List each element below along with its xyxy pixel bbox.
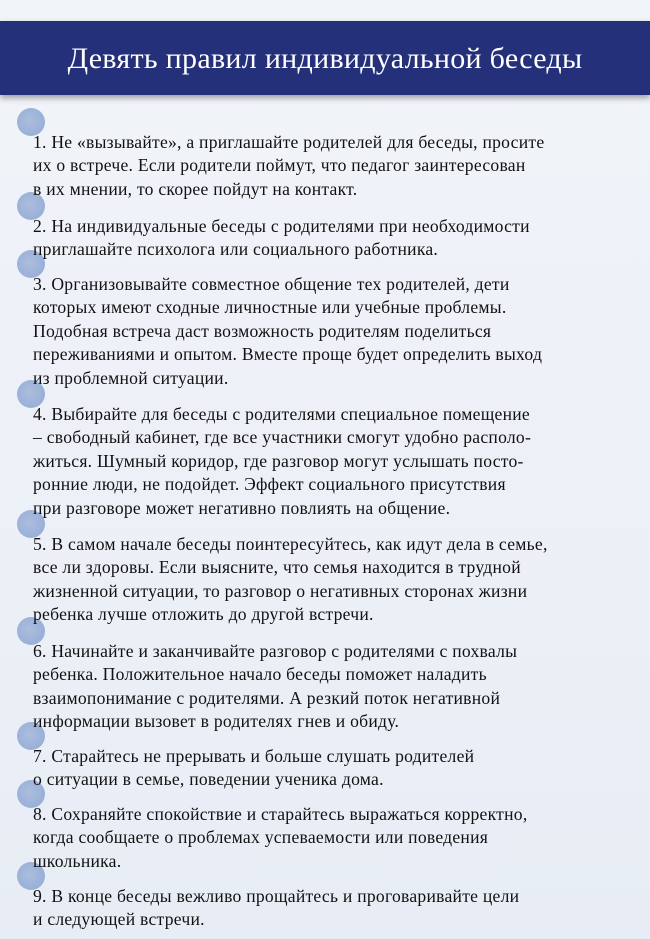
rule-item-4 (0, 379, 551, 521)
rule-number: 1 (33, 131, 43, 152)
rule-text: . В конце беседы вежливо прощайтесь и проговаривайте цели и следующей встречи. (33, 885, 520, 930)
title-bar (0, 21, 650, 95)
rule-item-9 (0, 861, 539, 932)
page-title: Девять правил индивидуальной беседы (67, 42, 583, 75)
rule-text: . Старайтесь не прерывать и больше слушать родителей о ситуации в семье, поведении ученика дома. (33, 745, 475, 790)
rule-item-1 (0, 107, 564, 201)
rule-number: 8 (33, 803, 43, 824)
rule-text: . В самом начале беседы поинтересуйтесь, как идут дела в семье, все ли здоровы. Если выясните, что семья находится в трудной жизненной ситуации, то разговор о негативных сторонах жизни ребенка лучше отложить до другой встречи. (33, 533, 548, 625)
rule-text: . Сохраняйте спокойствие и старайтесь выражаться корректно, когда сообщаете о проблемах успеваемости или поведения школьника. (33, 803, 528, 871)
rule-number: 6 (33, 640, 43, 661)
rule-text: . Выбирайте для беседы с родителями специальное помещение – свободный кабинет, где все участники смогут удобно располо- житься. Шумный коридор, где разговор могут услышать посто- ронние люди, не подойдет. Эффект социального присутствия при разговоре может негативно повлиять на общение. (33, 403, 532, 518)
rule-number: 5 (33, 533, 43, 554)
rule-text: . На индивидуальные беседы с родителями при необходимости приглашайте психолога или социального работника. (33, 215, 530, 260)
rule-text: . Организовывайте совместное общение тех родителей, дети которых имеют сходные личностные или учебные проблемы. Подобная встреча даст возможность родителям поделиться переживаниями и опытом. Вместе проще будет определить выход из проблемной ситуации. (33, 273, 543, 388)
rule-number: 2 (33, 215, 43, 236)
rule-text: . Начинайте и заканчивайте разговор с родителями с похвалы ребенка. Положительное начало беседы поможет наладить взаимопонимание с родителями. А резкий поток негативной информации вызовет в родителях гнев и обиду. (33, 640, 518, 732)
rule-item-6 (0, 616, 537, 734)
rule-item-3 (0, 249, 562, 391)
rule-item-8 (0, 779, 547, 873)
rule-text: . Не «вызывайте», а приглашайте родителей для беседы, просите их о встрече. Если родители поймут, что педагог заинтересован в их мнении, то скорее пойдут на контакт. (33, 131, 545, 199)
rule-number: 3 (33, 273, 43, 294)
rule-number: 7 (33, 745, 43, 766)
rule-item-5 (0, 509, 568, 627)
rule-number: 9 (33, 885, 43, 906)
rule-number: 4 (33, 403, 43, 424)
